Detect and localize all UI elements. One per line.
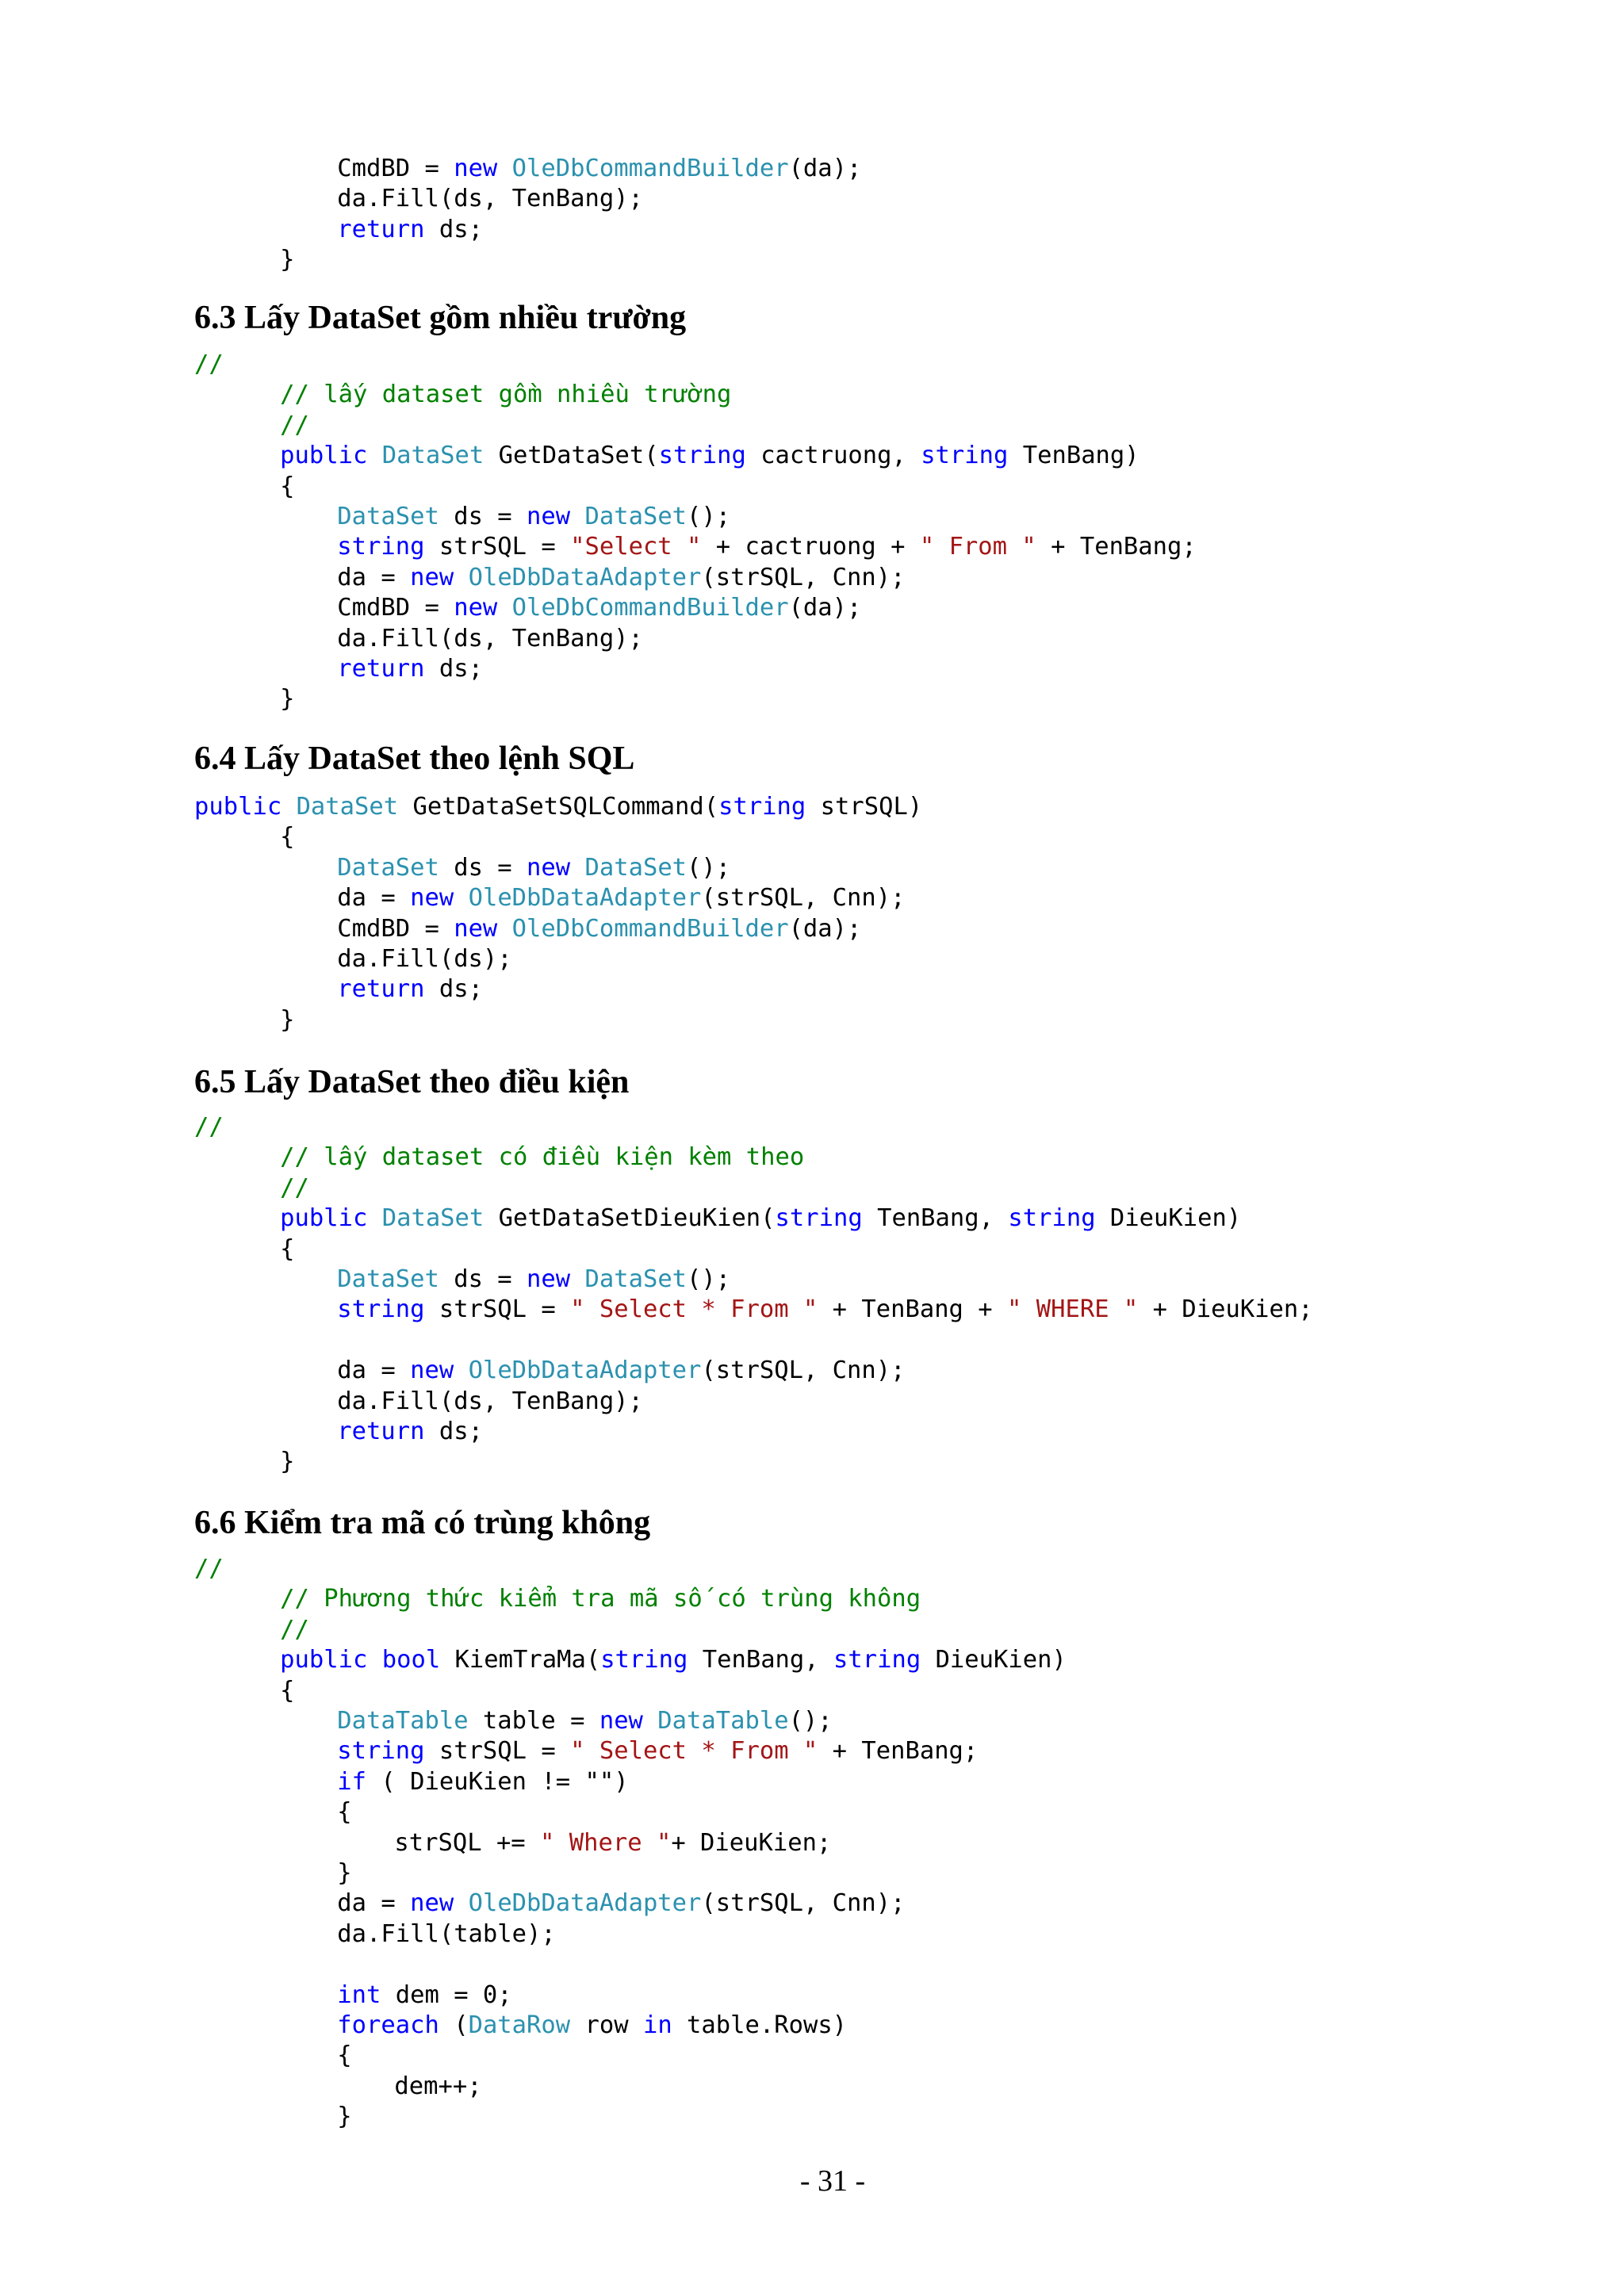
- section-heading: 6.6 Kiểm tra mã có trùng không: [194, 1505, 651, 1541]
- code-line: [337, 1706, 832, 1736]
- code-token: new: [527, 503, 571, 530]
- code-line: [337, 1736, 978, 1766]
- code-token: new: [410, 563, 454, 591]
- code-token: [367, 1204, 381, 1232]
- code-token: new: [527, 853, 571, 882]
- code-token: + TenBang;: [1036, 533, 1197, 561]
- code-token: [570, 854, 584, 882]
- code-line: [337, 1767, 628, 1797]
- code-token: return: [337, 655, 425, 683]
- code-token: }: [280, 246, 295, 274]
- code-token: return: [337, 215, 425, 243]
- code-line: [394, 2072, 481, 2102]
- code-token: {: [337, 1798, 352, 1827]
- code-token: " Select * From ": [570, 1295, 818, 1324]
- code-token: cactruong,: [745, 442, 921, 470]
- code-token: in: [642, 2011, 672, 2039]
- code-token: DataSet: [296, 793, 399, 821]
- code-token: DataRow: [468, 2011, 571, 2039]
- code-token: ds =: [439, 503, 527, 530]
- code-token: DieuKien): [1095, 1204, 1242, 1233]
- code-token: strSQL =: [424, 1737, 571, 1766]
- code-line: [280, 1005, 294, 1035]
- code-token: " Select * From ": [570, 1737, 818, 1766]
- code-token: ();: [687, 503, 731, 530]
- code-line: [280, 441, 1139, 471]
- code-token: row: [570, 2011, 643, 2039]
- code-token: OleDbDataAdapter: [468, 1889, 702, 1918]
- code-token: new: [454, 155, 498, 182]
- code-token: OleDbCommandBuilder: [511, 914, 789, 943]
- code-token: "Select ": [570, 533, 702, 561]
- code-token: GetDataSetSQLCommand(: [398, 793, 719, 821]
- code-token: (da);: [788, 914, 862, 943]
- code-token: da.Fill(ds);: [337, 945, 512, 973]
- code-token: ds =: [439, 1265, 527, 1293]
- code-token: ();: [687, 1265, 731, 1293]
- code-token: DataSet: [337, 1265, 439, 1293]
- code-token: new: [454, 594, 498, 622]
- section-heading: 6.3 Lấy DataSet gồm nhiều trường: [194, 300, 687, 336]
- code-token: }: [337, 2103, 352, 2131]
- code-token: //: [280, 1615, 309, 1644]
- code-token: string: [658, 442, 746, 470]
- code-token: (strSQL, Cnn);: [701, 1889, 906, 1918]
- code-token: CmdBD =: [337, 594, 454, 622]
- code-line: [337, 154, 861, 184]
- code-token: public: [280, 442, 368, 470]
- code-line: [337, 563, 905, 593]
- code-line: [280, 245, 294, 275]
- code-token: strSQL +=: [394, 1828, 541, 1857]
- code-token: string: [337, 1295, 425, 1324]
- code-token: (strSQL, Cnn);: [701, 884, 906, 913]
- code-token: [367, 1646, 381, 1674]
- code-token: return: [337, 975, 425, 1004]
- code-line: [337, 974, 483, 1004]
- code-token: [497, 594, 511, 622]
- code-line: [280, 1203, 1241, 1234]
- code-token: TenBang,: [862, 1204, 1009, 1233]
- code-token: new: [410, 884, 454, 913]
- code-line: [337, 1387, 643, 1417]
- code-token: public: [194, 793, 282, 821]
- code-token: strSQL =: [424, 1295, 571, 1324]
- code-token: string: [337, 533, 425, 561]
- code-token: string: [1008, 1204, 1096, 1233]
- code-token: DataSet: [337, 503, 439, 530]
- code-token: [454, 1889, 468, 1917]
- code-token: public: [280, 1646, 368, 1674]
- code-token: [454, 1357, 468, 1384]
- code-token: + TenBang +: [818, 1295, 1008, 1324]
- code-line: [280, 1676, 294, 1706]
- code-token: //: [280, 1173, 309, 1202]
- code-line: [194, 1112, 224, 1142]
- code-token: DataSet: [381, 442, 485, 470]
- code-token: DieuKien): [921, 1646, 1067, 1674]
- code-line: [280, 1615, 309, 1645]
- code-token: GetDataSet(: [484, 442, 659, 470]
- code-line: [394, 1828, 831, 1858]
- code-token: DataTable: [657, 1707, 789, 1735]
- code-token: da =: [337, 884, 411, 913]
- code-token: foreach: [337, 2011, 439, 2039]
- code-line: [337, 215, 483, 245]
- code-token: OleDbDataAdapter: [468, 563, 702, 591]
- code-token: CmdBD =: [337, 155, 454, 182]
- code-token: string: [775, 1204, 863, 1233]
- code-token: {: [280, 1234, 295, 1263]
- code-token: OleDbCommandBuilder: [511, 155, 789, 182]
- code-token: ds;: [424, 655, 483, 683]
- code-token: string: [337, 1737, 425, 1766]
- code-token: (da);: [788, 155, 862, 182]
- code-token: ds;: [424, 1418, 483, 1445]
- code-token: }: [280, 685, 295, 714]
- code-token: new: [527, 1265, 571, 1293]
- code-token: [454, 884, 468, 912]
- code-line: [337, 502, 730, 532]
- code-line: [280, 1142, 804, 1173]
- code-token: OleDbDataAdapter: [468, 1357, 702, 1385]
- code-line: [337, 654, 483, 684]
- code-line: [337, 1265, 730, 1295]
- code-line: [280, 1645, 1067, 1675]
- code-token: " From ": [919, 533, 1036, 561]
- code-token: [643, 1707, 657, 1735]
- code-token: new: [410, 1889, 454, 1918]
- code-token: // lấy dataset có điều kiện kèm theo: [280, 1143, 805, 1172]
- code-token: ds =: [439, 853, 527, 882]
- code-token: new: [454, 914, 498, 943]
- code-line: [194, 1554, 224, 1584]
- code-token: table =: [468, 1707, 599, 1735]
- code-token: string: [600, 1646, 688, 1674]
- code-token: bool: [381, 1646, 441, 1674]
- code-token: // lấy dataset gồm nhiều trường: [280, 381, 732, 409]
- code-token: da =: [337, 563, 411, 591]
- code-token: da.Fill(ds, TenBang);: [337, 1387, 643, 1415]
- code-token: da.Fill(table);: [337, 1919, 556, 1948]
- code-line: [280, 1234, 294, 1265]
- code-token: " Where ": [540, 1828, 672, 1857]
- code-token: OleDbCommandBuilder: [511, 594, 789, 622]
- code-token: new: [599, 1707, 643, 1735]
- code-token: [497, 915, 511, 943]
- code-token: + cactruong +: [701, 533, 920, 561]
- code-token: return: [337, 1418, 425, 1445]
- code-token: strSQL =: [424, 533, 571, 561]
- code-line: [280, 411, 309, 441]
- code-token: int: [337, 1980, 381, 2009]
- code-line: [337, 184, 643, 214]
- code-token: (da);: [788, 594, 862, 622]
- code-line: [280, 1173, 309, 1203]
- code-line: [280, 1447, 294, 1477]
- code-token: [282, 793, 296, 821]
- code-token: [497, 155, 511, 182]
- code-token: [367, 442, 381, 469]
- code-line: [337, 1888, 905, 1919]
- code-token: strSQL): [806, 793, 923, 821]
- code-token: TenBang,: [688, 1646, 834, 1674]
- code-line: [337, 1980, 511, 2011]
- code-line: [337, 2102, 351, 2132]
- code-token: TenBang): [1008, 442, 1139, 470]
- code-token: {: [280, 472, 295, 500]
- code-token: DataSet: [584, 503, 688, 530]
- code-line: [337, 2011, 847, 2041]
- code-token: + TenBang;: [818, 1737, 979, 1766]
- code-token: new: [410, 1357, 454, 1385]
- code-token: string: [921, 442, 1009, 470]
- code-token: }: [280, 1448, 295, 1476]
- code-line: [280, 822, 294, 852]
- code-line: [280, 684, 294, 714]
- code-token: + DieuKien;: [671, 1828, 832, 1857]
- code-token: DataSet: [584, 1265, 688, 1293]
- code-line: [194, 792, 922, 822]
- code-line: [337, 1295, 1312, 1325]
- code-line: [337, 2041, 351, 2071]
- code-token: //: [194, 1113, 224, 1141]
- code-token: }: [280, 1005, 295, 1034]
- page-number: - 31 -: [799, 2164, 866, 2198]
- code-token: ();: [687, 853, 731, 882]
- code-token: ds;: [424, 215, 483, 243]
- code-token: da.Fill(ds, TenBang);: [337, 185, 643, 213]
- code-token: KiemTraMa(: [440, 1646, 601, 1674]
- code-token: (: [439, 2011, 469, 2039]
- code-line: [337, 914, 861, 944]
- code-token: string: [833, 1646, 921, 1674]
- code-token: CmdBD =: [337, 914, 454, 943]
- code-line: [280, 472, 294, 502]
- code-line: [337, 1919, 555, 1950]
- code-token: ( DieuKien != ""): [366, 1767, 629, 1796]
- code-token: [570, 503, 584, 530]
- code-line: [337, 1356, 905, 1386]
- code-line: [337, 624, 643, 654]
- code-token: dem++;: [394, 2072, 482, 2100]
- code-token: }: [337, 1859, 352, 1887]
- section-heading: 6.5 Lấy DataSet theo điều kiện: [194, 1064, 630, 1100]
- code-token: //: [194, 1555, 224, 1582]
- code-line: [280, 1584, 921, 1614]
- code-token: + DieuKien;: [1138, 1295, 1313, 1324]
- code-token: DataSet: [584, 853, 688, 882]
- code-token: [570, 1265, 584, 1293]
- code-token: table.Rows): [672, 2011, 848, 2039]
- code-token: DataSet: [337, 853, 439, 882]
- code-token: " WHERE ": [1007, 1295, 1139, 1324]
- code-line: [337, 853, 730, 883]
- code-token: //: [194, 350, 224, 378]
- code-token: da =: [337, 1889, 411, 1918]
- code-token: DataSet: [381, 1204, 485, 1233]
- code-line: [337, 944, 511, 974]
- code-token: //: [280, 411, 309, 439]
- code-token: OleDbDataAdapter: [468, 884, 702, 913]
- code-token: {: [337, 2042, 352, 2070]
- code-token: (strSQL, Cnn);: [701, 1357, 906, 1385]
- code-token: string: [718, 793, 806, 821]
- code-token: da.Fill(ds, TenBang);: [337, 624, 643, 652]
- code-token: public: [280, 1204, 368, 1233]
- code-token: [454, 564, 468, 591]
- code-line: [337, 1797, 351, 1827]
- code-token: if: [337, 1767, 367, 1796]
- code-token: {: [280, 1676, 295, 1705]
- code-token: GetDataSetDieuKien(: [484, 1204, 776, 1233]
- section-heading: 6.4 Lấy DataSet theo lệnh SQL: [194, 740, 635, 777]
- code-token: DataTable: [337, 1707, 469, 1735]
- code-line: [337, 593, 861, 623]
- code-token: (strSQL, Cnn);: [701, 563, 906, 591]
- code-token: da =: [337, 1357, 411, 1385]
- code-line: [337, 883, 905, 913]
- code-token: {: [280, 823, 295, 851]
- code-line: [280, 380, 731, 410]
- code-line: [194, 350, 224, 380]
- code-line: [337, 1858, 351, 1888]
- code-line: [337, 1417, 483, 1447]
- code-token: // Phương thức kiểm tra mã số có trùng không: [280, 1585, 921, 1613]
- code-line: [337, 532, 1196, 562]
- code-token: ();: [788, 1707, 833, 1735]
- code-token: ds;: [424, 975, 483, 1004]
- code-token: dem = 0;: [381, 1980, 512, 2009]
